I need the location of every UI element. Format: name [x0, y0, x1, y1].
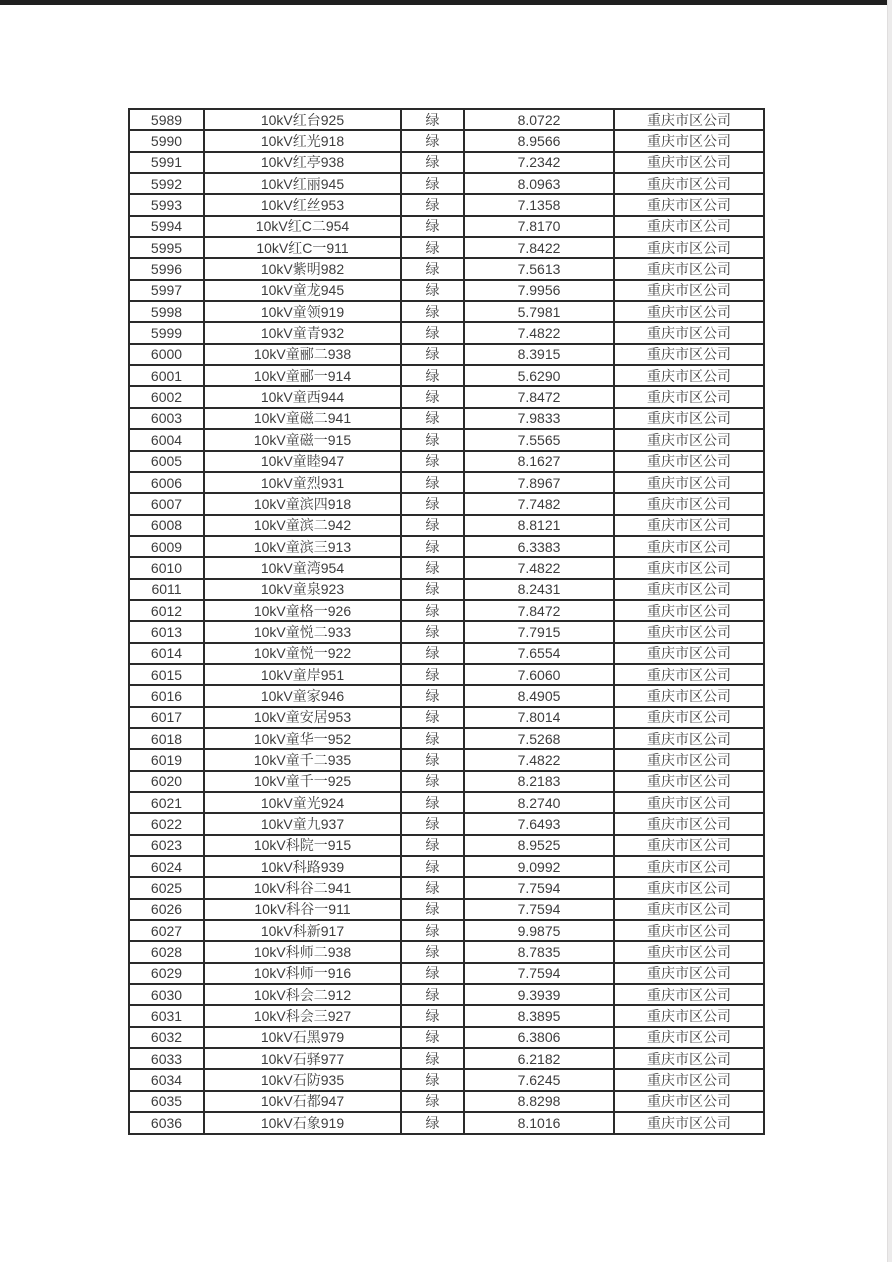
table-row: [129, 1027, 764, 1048]
cell-status: 绿: [401, 856, 464, 877]
cell-index-value: 7.7594: [464, 899, 614, 920]
cell-company: 重庆市区公司: [614, 685, 764, 706]
table-row: [129, 813, 764, 834]
cell-index-value: 8.9566: [464, 130, 614, 151]
cell-index-value: 7.6554: [464, 643, 614, 664]
cell-status: 绿: [401, 515, 464, 536]
cell-company: 重庆市区公司: [614, 344, 764, 365]
cell-serial-number: 6033: [129, 1048, 204, 1069]
cell-index-value: 7.8422: [464, 237, 614, 258]
cell-feeder-name: 10kV童家946: [204, 685, 401, 706]
table-row: [129, 322, 764, 343]
cell-index-value: 7.7594: [464, 877, 614, 898]
cell-company: 重庆市区公司: [614, 813, 764, 834]
cell-status: 绿: [401, 643, 464, 664]
table-row: [129, 194, 764, 215]
cell-serial-number: 5993: [129, 194, 204, 215]
cell-feeder-name: 10kV童滨三913: [204, 536, 401, 557]
cell-feeder-name: 10kV童湾954: [204, 557, 401, 578]
table-row: [129, 451, 764, 472]
cell-serial-number: 6027: [129, 920, 204, 941]
cell-status: 绿: [401, 130, 464, 151]
cell-feeder-name: 10kV童岸951: [204, 664, 401, 685]
cell-status: 绿: [401, 536, 464, 557]
cell-status: 绿: [401, 386, 464, 407]
table-row: [129, 707, 764, 728]
cell-company: 重庆市区公司: [614, 322, 764, 343]
table-row: [129, 728, 764, 749]
cell-feeder-name: 10kV童西944: [204, 386, 401, 407]
cell-serial-number: 6017: [129, 707, 204, 728]
cell-index-value: 7.7915: [464, 621, 614, 642]
cell-feeder-name: 10kV童郦一914: [204, 365, 401, 386]
cell-feeder-name: 10kV科新917: [204, 920, 401, 941]
cell-status: 绿: [401, 280, 464, 301]
cell-feeder-name: 10kV童滨二942: [204, 515, 401, 536]
cell-status: 绿: [401, 365, 464, 386]
cell-serial-number: 6000: [129, 344, 204, 365]
cell-status: 绿: [401, 1027, 464, 1048]
cell-feeder-name: 10kV科谷二941: [204, 877, 401, 898]
cell-company: 重庆市区公司: [614, 963, 764, 984]
cell-feeder-name: 10kV红C二954: [204, 216, 401, 237]
cell-company: 重庆市区公司: [614, 728, 764, 749]
cell-company: 重庆市区公司: [614, 237, 764, 258]
table-row: [129, 536, 764, 557]
cell-index-value: 7.9833: [464, 408, 614, 429]
cell-company: 重庆市区公司: [614, 1005, 764, 1026]
cell-index-value: 8.8121: [464, 515, 614, 536]
cell-feeder-name: 10kV童格一926: [204, 600, 401, 621]
cell-status: 绿: [401, 1112, 464, 1133]
cell-feeder-name: 10kV童领919: [204, 301, 401, 322]
cell-company: 重庆市区公司: [614, 216, 764, 237]
cell-index-value: 8.7835: [464, 941, 614, 962]
cell-serial-number: 5990: [129, 130, 204, 151]
cell-serial-number: 6004: [129, 429, 204, 450]
cell-company: 重庆市区公司: [614, 792, 764, 813]
table-row: [129, 835, 764, 856]
cell-index-value: 8.0963: [464, 173, 614, 194]
table-row: [129, 920, 764, 941]
cell-company: 重庆市区公司: [614, 408, 764, 429]
cell-serial-number: 6020: [129, 771, 204, 792]
cell-company: 重庆市区公司: [614, 536, 764, 557]
cell-serial-number: 6030: [129, 984, 204, 1005]
cell-company: 重庆市区公司: [614, 1091, 764, 1112]
cell-company: 重庆市区公司: [614, 579, 764, 600]
cell-status: 绿: [401, 1048, 464, 1069]
table-row: [129, 963, 764, 984]
cell-index-value: 7.8472: [464, 386, 614, 407]
table-row: [129, 877, 764, 898]
table-body: [129, 109, 764, 1134]
table-row: [129, 237, 764, 258]
cell-serial-number: 5998: [129, 301, 204, 322]
cell-status: 绿: [401, 920, 464, 941]
cell-company: 重庆市区公司: [614, 109, 764, 130]
cell-index-value: 7.2342: [464, 152, 614, 173]
cell-index-value: 7.4822: [464, 322, 614, 343]
table-row: [129, 216, 764, 237]
cell-company: 重庆市区公司: [614, 365, 764, 386]
cell-serial-number: 6014: [129, 643, 204, 664]
page-right-edge: [887, 0, 892, 1262]
cell-serial-number: 5996: [129, 258, 204, 279]
cell-serial-number: 6003: [129, 408, 204, 429]
cell-status: 绿: [401, 792, 464, 813]
cell-feeder-name: 10kV科路939: [204, 856, 401, 877]
cell-index-value: 8.9525: [464, 835, 614, 856]
cell-feeder-name: 10kV童睦947: [204, 451, 401, 472]
table-row: [129, 258, 764, 279]
cell-company: 重庆市区公司: [614, 877, 764, 898]
table-row: [129, 152, 764, 173]
cell-index-value: 7.1358: [464, 194, 614, 215]
cell-status: 绿: [401, 493, 464, 514]
cell-serial-number: 5999: [129, 322, 204, 343]
cell-company: 重庆市区公司: [614, 301, 764, 322]
table-row: [129, 472, 764, 493]
table-row: [129, 600, 764, 621]
table-row: [129, 579, 764, 600]
cell-status: 绿: [401, 664, 464, 685]
cell-company: 重庆市区公司: [614, 152, 764, 173]
cell-feeder-name: 10kV童龙945: [204, 280, 401, 301]
table-row: [129, 792, 764, 813]
cell-company: 重庆市区公司: [614, 664, 764, 685]
cell-status: 绿: [401, 749, 464, 770]
table-row: [129, 386, 764, 407]
cell-index-value: 8.2183: [464, 771, 614, 792]
cell-status: 绿: [401, 557, 464, 578]
cell-serial-number: 6007: [129, 493, 204, 514]
cell-company: 重庆市区公司: [614, 941, 764, 962]
cell-status: 绿: [401, 579, 464, 600]
cell-feeder-name: 10kV红丝953: [204, 194, 401, 215]
cell-feeder-name: 10kV童泉923: [204, 579, 401, 600]
table-row: [129, 621, 764, 642]
cell-feeder-name: 10kV童悦二933: [204, 621, 401, 642]
cell-feeder-name: 10kV童磁一915: [204, 429, 401, 450]
cell-feeder-name: 10kV童郦二938: [204, 344, 401, 365]
cell-index-value: 7.5268: [464, 728, 614, 749]
cell-feeder-name: 10kV红C一911: [204, 237, 401, 258]
cell-feeder-name: 10kV童滨四918: [204, 493, 401, 514]
cell-serial-number: 6028: [129, 941, 204, 962]
cell-status: 绿: [401, 728, 464, 749]
cell-serial-number: 6024: [129, 856, 204, 877]
cell-serial-number: 6035: [129, 1091, 204, 1112]
cell-index-value: 7.8170: [464, 216, 614, 237]
cell-serial-number: 6008: [129, 515, 204, 536]
table-row: [129, 109, 764, 130]
cell-company: 重庆市区公司: [614, 429, 764, 450]
table-row: [129, 515, 764, 536]
cell-serial-number: 6031: [129, 1005, 204, 1026]
cell-index-value: 8.2431: [464, 579, 614, 600]
cell-index-value: 7.5613: [464, 258, 614, 279]
cell-feeder-name: 10kV科师二938: [204, 941, 401, 962]
cell-index-value: 7.6245: [464, 1069, 614, 1090]
cell-index-value: 8.1016: [464, 1112, 614, 1133]
table-row: [129, 984, 764, 1005]
cell-serial-number: 6026: [129, 899, 204, 920]
cell-index-value: 7.4822: [464, 749, 614, 770]
table-row: [129, 856, 764, 877]
cell-status: 绿: [401, 322, 464, 343]
cell-company: 重庆市区公司: [614, 621, 764, 642]
cell-serial-number: 6021: [129, 792, 204, 813]
cell-index-value: 9.9875: [464, 920, 614, 941]
table-row: [129, 429, 764, 450]
feeder-data-table: [128, 108, 765, 1135]
cell-company: 重庆市区公司: [614, 258, 764, 279]
cell-index-value: 7.9956: [464, 280, 614, 301]
cell-status: 绿: [401, 429, 464, 450]
cell-index-value: 9.0992: [464, 856, 614, 877]
cell-index-value: 7.7482: [464, 493, 614, 514]
cell-company: 重庆市区公司: [614, 643, 764, 664]
cell-company: 重庆市区公司: [614, 1048, 764, 1069]
cell-status: 绿: [401, 963, 464, 984]
cell-index-value: 7.6060: [464, 664, 614, 685]
cell-index-value: 7.7594: [464, 963, 614, 984]
cell-company: 重庆市区公司: [614, 173, 764, 194]
cell-feeder-name: 10kV石都947: [204, 1091, 401, 1112]
cell-status: 绿: [401, 1005, 464, 1026]
table-row: [129, 301, 764, 322]
cell-company: 重庆市区公司: [614, 707, 764, 728]
cell-status: 绿: [401, 344, 464, 365]
cell-serial-number: 6025: [129, 877, 204, 898]
cell-status: 绿: [401, 877, 464, 898]
cell-company: 重庆市区公司: [614, 493, 764, 514]
cell-feeder-name: 10kV童九937: [204, 813, 401, 834]
cell-feeder-name: 10kV石象919: [204, 1112, 401, 1133]
cell-status: 绿: [401, 621, 464, 642]
table-row: [129, 771, 764, 792]
cell-status: 绿: [401, 301, 464, 322]
table-row: [129, 685, 764, 706]
cell-feeder-name: 10kV童悦一922: [204, 643, 401, 664]
cell-status: 绿: [401, 685, 464, 706]
cell-index-value: 8.3915: [464, 344, 614, 365]
window-top-edge: [0, 0, 892, 5]
cell-status: 绿: [401, 451, 464, 472]
cell-serial-number: 6019: [129, 749, 204, 770]
cell-serial-number: 5989: [129, 109, 204, 130]
cell-index-value: 6.3383: [464, 536, 614, 557]
cell-feeder-name: 10kV科院一915: [204, 835, 401, 856]
cell-serial-number: 5991: [129, 152, 204, 173]
cell-index-value: 7.5565: [464, 429, 614, 450]
cell-status: 绿: [401, 472, 464, 493]
cell-feeder-name: 10kV紫明982: [204, 258, 401, 279]
table-row: [129, 130, 764, 151]
cell-company: 重庆市区公司: [614, 771, 764, 792]
cell-feeder-name: 10kV童磁二941: [204, 408, 401, 429]
cell-status: 绿: [401, 835, 464, 856]
cell-serial-number: 6029: [129, 963, 204, 984]
table-row: [129, 408, 764, 429]
table-row: [129, 1091, 764, 1112]
cell-index-value: 8.2740: [464, 792, 614, 813]
cell-index-value: 7.6493: [464, 813, 614, 834]
cell-company: 重庆市区公司: [614, 899, 764, 920]
cell-status: 绿: [401, 258, 464, 279]
cell-feeder-name: 10kV童青932: [204, 322, 401, 343]
cell-status: 绿: [401, 813, 464, 834]
cell-serial-number: 6015: [129, 664, 204, 685]
cell-company: 重庆市区公司: [614, 194, 764, 215]
cell-serial-number: 6018: [129, 728, 204, 749]
cell-status: 绿: [401, 173, 464, 194]
cell-serial-number: 6001: [129, 365, 204, 386]
table-row: [129, 749, 764, 770]
cell-company: 重庆市区公司: [614, 451, 764, 472]
cell-serial-number: 6022: [129, 813, 204, 834]
table-row: [129, 1048, 764, 1069]
cell-company: 重庆市区公司: [614, 280, 764, 301]
cell-status: 绿: [401, 899, 464, 920]
cell-serial-number: 6032: [129, 1027, 204, 1048]
cell-feeder-name: 10kV石驿977: [204, 1048, 401, 1069]
table-row: [129, 941, 764, 962]
cell-index-value: 8.3895: [464, 1005, 614, 1026]
cell-feeder-name: 10kV童千一925: [204, 771, 401, 792]
cell-feeder-name: 10kV科师一916: [204, 963, 401, 984]
cell-company: 重庆市区公司: [614, 600, 764, 621]
table-row: [129, 1005, 764, 1026]
cell-company: 重庆市区公司: [614, 130, 764, 151]
cell-serial-number: 5997: [129, 280, 204, 301]
cell-index-value: 6.2182: [464, 1048, 614, 1069]
cell-feeder-name: 10kV童安居953: [204, 707, 401, 728]
table-row: [129, 173, 764, 194]
cell-index-value: 5.6290: [464, 365, 614, 386]
cell-feeder-name: 10kV红丽945: [204, 173, 401, 194]
cell-serial-number: 6023: [129, 835, 204, 856]
cell-serial-number: 6034: [129, 1069, 204, 1090]
cell-company: 重庆市区公司: [614, 472, 764, 493]
cell-company: 重庆市区公司: [614, 1112, 764, 1133]
cell-status: 绿: [401, 152, 464, 173]
cell-company: 重庆市区公司: [614, 749, 764, 770]
cell-serial-number: 6013: [129, 621, 204, 642]
cell-index-value: 5.7981: [464, 301, 614, 322]
cell-index-value: 8.1627: [464, 451, 614, 472]
cell-serial-number: 5994: [129, 216, 204, 237]
cell-index-value: 7.4822: [464, 557, 614, 578]
cell-feeder-name: 10kV石防935: [204, 1069, 401, 1090]
cell-index-value: 7.8967: [464, 472, 614, 493]
table-row: [129, 280, 764, 301]
table-row: [129, 493, 764, 514]
cell-serial-number: 6002: [129, 386, 204, 407]
cell-feeder-name: 10kV红光918: [204, 130, 401, 151]
cell-feeder-name: 10kV红台925: [204, 109, 401, 130]
cell-status: 绿: [401, 109, 464, 130]
cell-index-value: 7.8014: [464, 707, 614, 728]
cell-status: 绿: [401, 707, 464, 728]
cell-status: 绿: [401, 984, 464, 1005]
cell-serial-number: 6006: [129, 472, 204, 493]
cell-feeder-name: 10kV科会三927: [204, 1005, 401, 1026]
table-row: [129, 557, 764, 578]
cell-serial-number: 6012: [129, 600, 204, 621]
table-row: [129, 1069, 764, 1090]
cell-index-value: 9.3939: [464, 984, 614, 1005]
cell-serial-number: 6011: [129, 579, 204, 600]
cell-serial-number: 6016: [129, 685, 204, 706]
cell-serial-number: 5992: [129, 173, 204, 194]
cell-company: 重庆市区公司: [614, 856, 764, 877]
cell-company: 重庆市区公司: [614, 984, 764, 1005]
cell-company: 重庆市区公司: [614, 1027, 764, 1048]
cell-serial-number: 5995: [129, 237, 204, 258]
cell-feeder-name: 10kV童千二935: [204, 749, 401, 770]
cell-company: 重庆市区公司: [614, 386, 764, 407]
cell-status: 绿: [401, 237, 464, 258]
cell-feeder-name: 10kV科谷一911: [204, 899, 401, 920]
cell-company: 重庆市区公司: [614, 515, 764, 536]
cell-company: 重庆市区公司: [614, 835, 764, 856]
cell-company: 重庆市区公司: [614, 920, 764, 941]
cell-company: 重庆市区公司: [614, 557, 764, 578]
cell-status: 绿: [401, 194, 464, 215]
cell-status: 绿: [401, 771, 464, 792]
cell-feeder-name: 10kV童烈931: [204, 472, 401, 493]
cell-serial-number: 6010: [129, 557, 204, 578]
table-row: [129, 1112, 764, 1133]
cell-serial-number: 6036: [129, 1112, 204, 1133]
cell-index-value: 8.4905: [464, 685, 614, 706]
table-row: [129, 643, 764, 664]
cell-feeder-name: 10kV科会二912: [204, 984, 401, 1005]
cell-index-value: 8.8298: [464, 1091, 614, 1112]
cell-index-value: 7.8472: [464, 600, 614, 621]
cell-serial-number: 6005: [129, 451, 204, 472]
table-row: [129, 365, 764, 386]
table-row: [129, 664, 764, 685]
cell-status: 绿: [401, 408, 464, 429]
cell-index-value: 6.3806: [464, 1027, 614, 1048]
cell-serial-number: 6009: [129, 536, 204, 557]
cell-index-value: 8.0722: [464, 109, 614, 130]
cell-feeder-name: 10kV童华一952: [204, 728, 401, 749]
cell-feeder-name: 10kV童光924: [204, 792, 401, 813]
table-row: [129, 899, 764, 920]
cell-status: 绿: [401, 600, 464, 621]
cell-status: 绿: [401, 941, 464, 962]
cell-status: 绿: [401, 1069, 464, 1090]
cell-company: 重庆市区公司: [614, 1069, 764, 1090]
cell-feeder-name: 10kV石黑979: [204, 1027, 401, 1048]
cell-status: 绿: [401, 216, 464, 237]
table-row: [129, 344, 764, 365]
cell-feeder-name: 10kV红亭938: [204, 152, 401, 173]
cell-status: 绿: [401, 1091, 464, 1112]
